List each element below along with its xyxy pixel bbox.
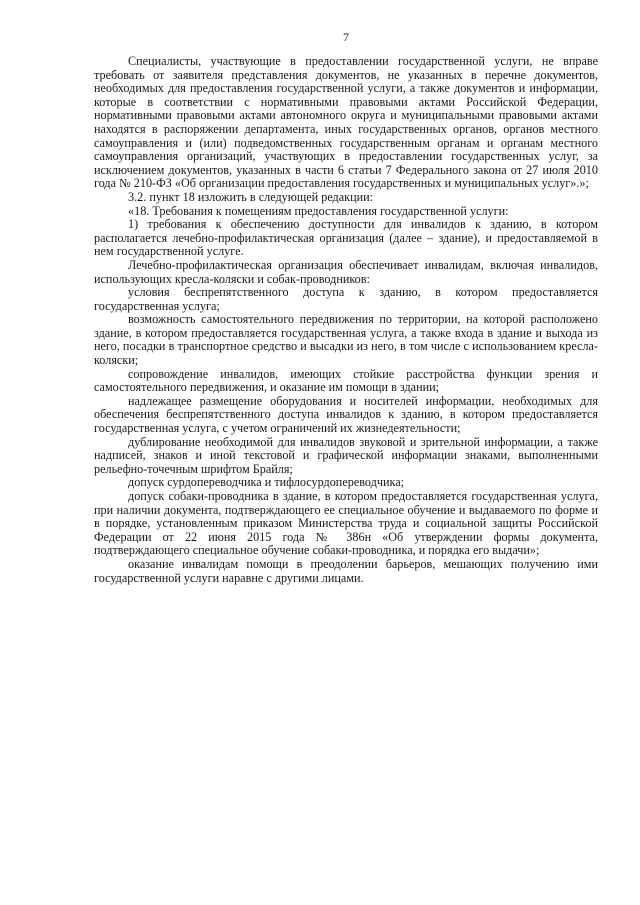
paragraph-equipment-placement: надлежащее размещение оборудования и носителей информации, необходимых для обеспечения беспрепятственного доступа инвалидов к зданию, в котором предоставляется государственная услуга, с учетом ограничений их жизнедеятельности;: [94, 393, 598, 436]
paragraph-barrier-assistance: оказание инвалидам помощи в преодолении барьеров, мешающих получению ими государственной услуги наравне с другими лицами.: [94, 556, 598, 585]
paragraph-information-duplication: дублирование необходимой для инвалидов звуковой и зрительной информации, а также надписей, знаков и иной текстовой и графической информации знаками, выполненными рельефно-точечным шрифтом Брайля;: [94, 434, 598, 476]
paragraph-amendment-3-2: 3.2. пункт 18 изложить в следующей редакции:: [128, 189, 374, 204]
page-number: 7: [343, 30, 349, 44]
paragraph-organization-provides: Лечебно-профилактическая организация обеспечивает инвалидам, включая инвалидов, использующих кресла-коляски и собак-проводников:: [94, 257, 598, 286]
document-body: [94, 55, 598, 585]
paragraph-unobstructed-access: условия беспрепятственного доступа к зданию, в котором предоставляется государственная услуга;: [94, 285, 598, 313]
paragraph-independent-movement: возможность самостоятельного передвижения по территории, на которой расположено здание, в котором предоставляется государственная услуга, а также входа в здание и выхода из него, посадки в транспортное средство и высадки из него, в том числе с использованием кресла-коляски;: [94, 312, 598, 368]
paragraph-guide-dog: допуск собаки-проводника в здание, в котором предоставляется государственная услуга, при наличии документа, подтверждающего ее специальное обучение и выдаваемого по форме и в порядке, установленным приказом Министерства труда и социальной защиты Российской Федерации от 22 июня 2015 года № 386н «Об утверждении формы документа, подтверждающего специальное обучение собаки-проводника, и порядка его выдачи»;: [94, 489, 598, 558]
paragraph-sign-interpreter: допуск сурдопереводчика и тифлосурдопереводчика;: [128, 475, 405, 490]
paragraph-escort: сопровождение инвалидов, имеющих стойкие расстройства функции зрения и самостоятельного передвижения, и оказание им помощи в здании;: [94, 366, 598, 395]
paragraph-accessibility-requirements: 1) требования к обеспечению доступности для инвалидов к зданию, в котором располагается лечебно-профилактическая организация (далее – здание), и предоставляемой в нем государственной услуге.: [94, 217, 598, 259]
paragraph-item-18-heading: «18. Требования к помещениям предоставления государственной услуги:: [128, 203, 509, 218]
paragraph-specialists: Специалисты, участвующие в предоставлении государственной услуги, не вправе требовать от заявителя представления документов, не указанных в перечне документов, необходимых для предоставления государственной услуги, а также документов и информации, которые в соответствии с нормативными правовыми актами Российской Федерации, нормативными правовыми актами автономного округа и муниципальными правовыми актами находятся в распоряжении департамента, иных государственных органов, органов местного самоуправления и (или) подведомственных государственным органам и органам местного самоуправления организаций, участвующих в предоставлении государственных услуг, за исключением документов, указанных в части 6 статьи 7 Федерального закона от 27 июля 2010 года № 210-ФЗ «Об организации предоставления государственных и муниципальных услуг».»;: [94, 54, 598, 191]
